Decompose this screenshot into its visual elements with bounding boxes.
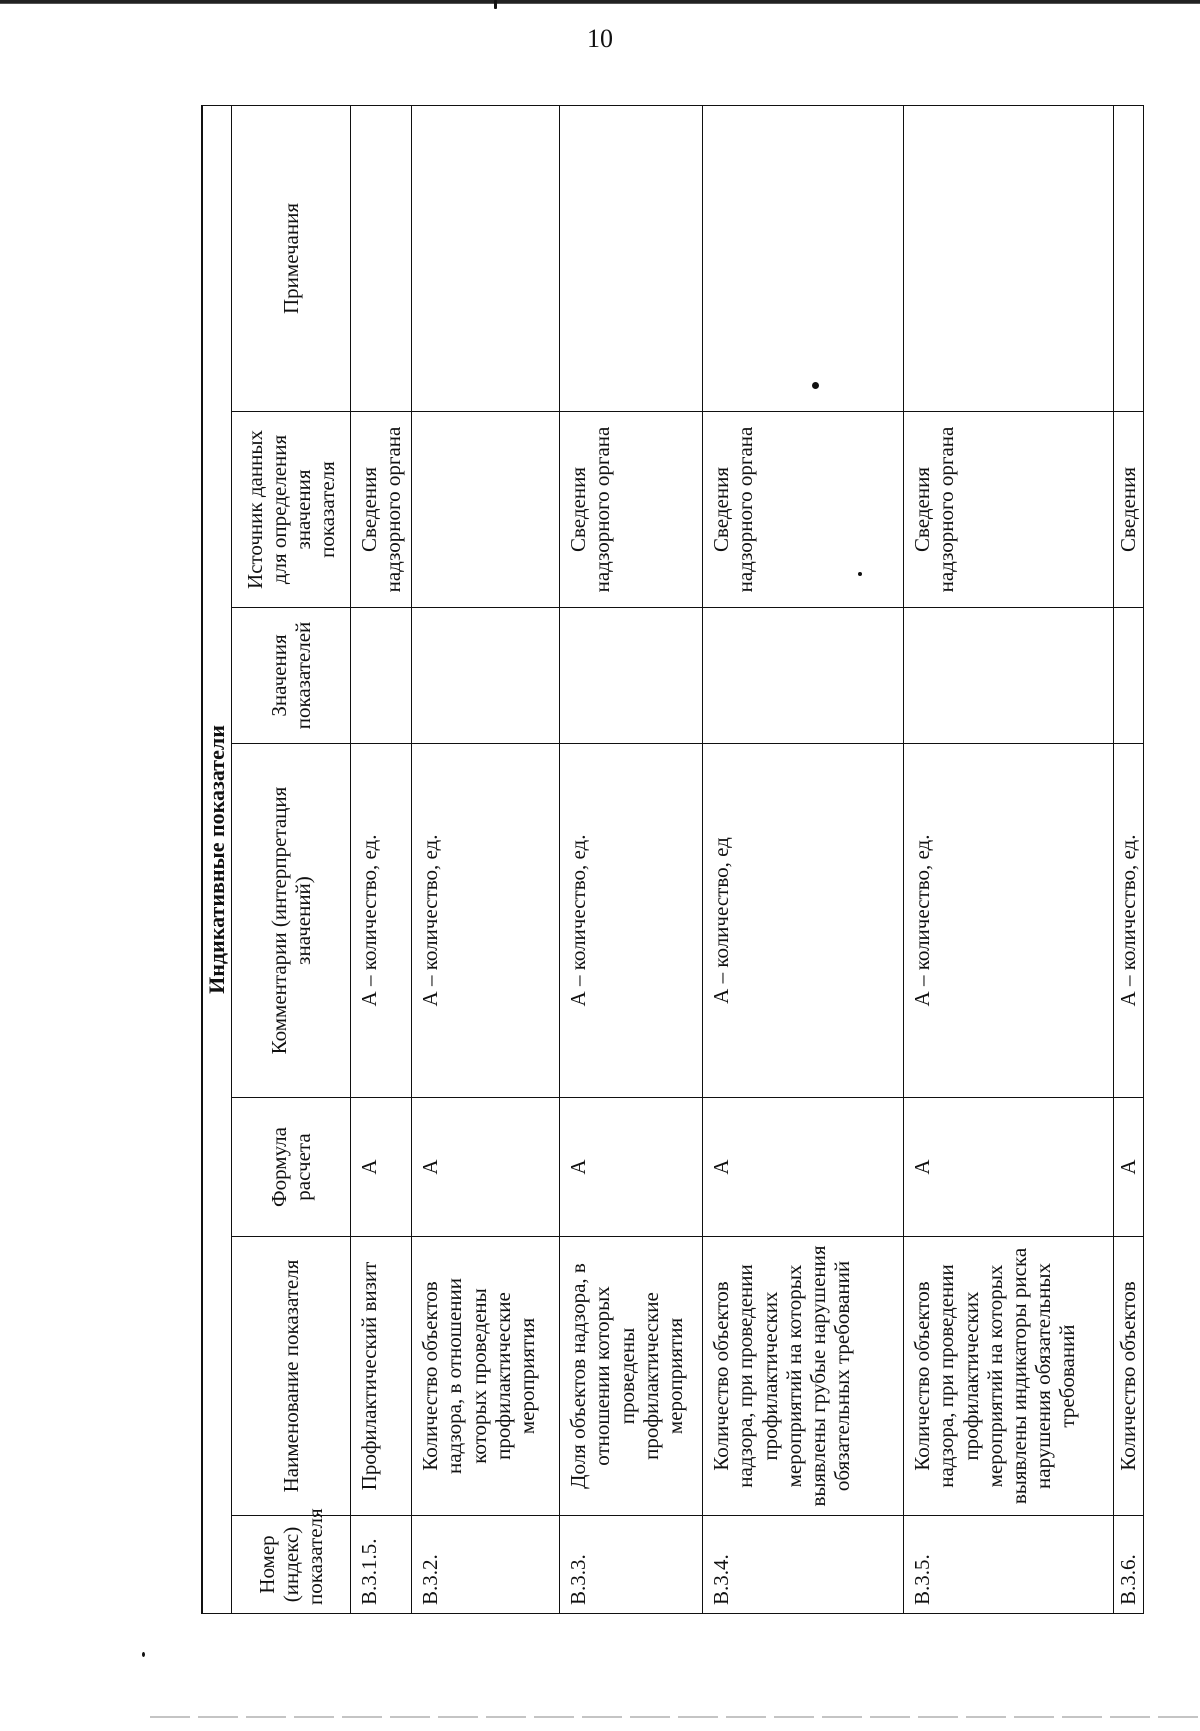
table-title-row bbox=[202, 105, 232, 1613]
row-value bbox=[412, 608, 560, 744]
row-source: Сведения надзорного органа bbox=[904, 412, 1114, 608]
scan-speck bbox=[858, 572, 862, 576]
header-number: Номер (индекс) показателя bbox=[232, 1516, 351, 1614]
row-note bbox=[904, 105, 1114, 411]
scan-speck bbox=[494, 0, 497, 9]
header-name: Наименование показателя bbox=[232, 1237, 351, 1516]
row-formula: А bbox=[703, 1098, 904, 1237]
indicators-table bbox=[201, 105, 1144, 1614]
table-row bbox=[1114, 105, 1144, 1613]
indicators-table-frame bbox=[201, 106, 1141, 1614]
row-formula: А bbox=[560, 1098, 703, 1237]
row-comment: А – количество, ед bbox=[703, 744, 904, 1098]
row-value bbox=[703, 608, 904, 744]
row-comment: А – количество, ед. bbox=[351, 744, 412, 1098]
table-row bbox=[351, 105, 412, 1613]
row-value bbox=[351, 608, 412, 744]
table-row bbox=[904, 105, 1114, 1613]
row-source: Сведения bbox=[1114, 412, 1144, 608]
header-formula: Формула расчета bbox=[232, 1098, 351, 1237]
row-name: Количество объектов надзора, в отношении которых проведены профилактические мероприятия bbox=[412, 1237, 560, 1516]
row-formula: А bbox=[1114, 1098, 1144, 1237]
table-row bbox=[560, 105, 703, 1613]
row-comment: А – количество, ед. bbox=[560, 744, 703, 1098]
table-title: Индикативные показатели bbox=[202, 105, 232, 1613]
table-row bbox=[412, 105, 560, 1613]
row-number: В.3.4. bbox=[703, 1516, 904, 1614]
scan-speck bbox=[142, 1652, 145, 1657]
table-row bbox=[703, 105, 904, 1613]
row-note bbox=[412, 105, 560, 411]
header-notes: Примечания bbox=[232, 105, 351, 411]
row-source bbox=[412, 412, 560, 608]
row-value bbox=[904, 608, 1114, 744]
row-source: Сведения надзорного органа bbox=[351, 412, 412, 608]
row-name: Профилактический визит bbox=[351, 1237, 412, 1516]
row-name: Количество объектов надзора, при проведении профилактических мероприятий на которых выявлены индикаторы риска нарушения обязательных требований bbox=[904, 1237, 1114, 1516]
row-value bbox=[560, 608, 703, 744]
row-number: В.3.6. bbox=[1114, 1516, 1144, 1614]
row-formula: А bbox=[412, 1098, 560, 1237]
row-formula: А bbox=[351, 1098, 412, 1237]
row-note bbox=[1114, 105, 1144, 411]
row-number: В.3.2. bbox=[412, 1516, 560, 1614]
row-value bbox=[1114, 608, 1144, 744]
row-number: В.3.5. bbox=[904, 1516, 1114, 1614]
row-name: Количество объектов bbox=[1114, 1237, 1144, 1516]
header-source: Источник данных для определения значения показателя bbox=[232, 412, 351, 608]
row-number: В.3.3. bbox=[560, 1516, 703, 1614]
page-number: 10 bbox=[587, 24, 613, 53]
row-note bbox=[703, 105, 904, 411]
row-formula: А bbox=[904, 1098, 1114, 1237]
row-comment: А – количество, ед. bbox=[1114, 744, 1144, 1098]
row-note bbox=[560, 105, 703, 411]
row-name: Доля объектов надзора, в отношении которых проведены профилактические мероприятия bbox=[560, 1237, 703, 1516]
row-comment: А – количество, ед. bbox=[904, 744, 1114, 1098]
scan-bottom-edge bbox=[150, 1716, 1200, 1718]
scan-speck bbox=[812, 382, 819, 389]
header-comment: Комментарии (интерпретация значений) bbox=[232, 744, 351, 1098]
row-source: Сведения надзорного органа bbox=[703, 412, 904, 608]
row-number: В.3.1.5. bbox=[351, 1516, 412, 1614]
row-note bbox=[351, 105, 412, 411]
header-values: Значения показателей bbox=[232, 608, 351, 744]
scan-top-edge bbox=[0, 0, 1200, 7]
rotated-table-container bbox=[201, 106, 1141, 1614]
row-source: Сведения надзорного органа bbox=[560, 412, 703, 608]
table-header-row bbox=[232, 105, 351, 1613]
row-comment: А – количество, ед. bbox=[412, 744, 560, 1098]
row-name: Количество объектов надзора, при проведении профилактических мероприятий на которых выявлены грубые нарушения обязательных требований bbox=[703, 1237, 904, 1516]
